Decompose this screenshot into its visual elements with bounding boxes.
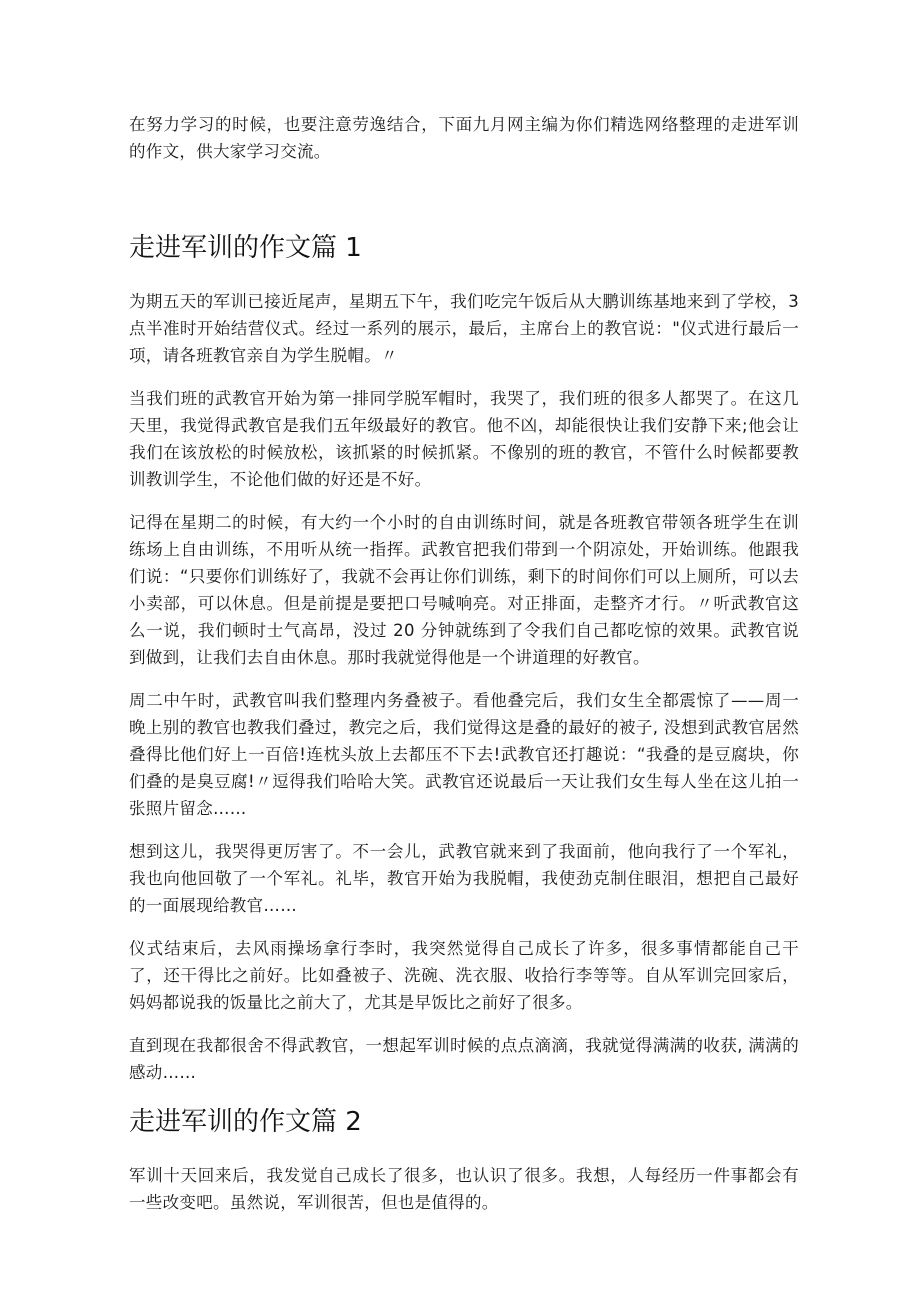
section-1-paragraph-4: 周二中午时，武教官叫我们整理内务叠被子。看他叠完后，我们女生全都震惊了——周一晚上别的教官也教我们叠过，教完之后，我们觉得这是叠的最好的被子, 没想到武教官居然叠得比他们好上一百倍!连枕头放上去都压不下去!武教官还打趣说：“我叠的是豆腐块，你们叠的是臭豆腐!〃逗得我们哈哈大笑。武教官还说最后一天让我们女生每人坐在这儿拍一张照片留念…… [129, 691, 799, 818]
document-page [129, 111, 799, 1232]
section-2-paragraph-1: 军训十天回来后，我发觉自己成长了很多，也认识了很多。我想，人每经历一件事都会有一些改变吧。虽然说，军训很苦，但也是值得的。 [129, 1166, 799, 1212]
intro-paragraph: 在努力学习的时候，也要注意劳逸结合，下面九月网主编为你们精选网络整理的走进军训的作文，供大家学习交流。 [129, 115, 799, 161]
section-2-title: 走进军训的作文篇 2 [129, 1107, 362, 1137]
section-1-paragraph-1: 为期五天的军训已接近尾声，星期五下午，我们吃完午饭后从大鹏训练基地来到了学校，3 点半准时开始结营仪式。经过一系列的展示，最后，主席台上的教官说："仪式进行最后一项，请各班教官亲自为学生脱帽。〃 [129, 292, 799, 365]
section-1-title: 走进军训的作文篇 1 [129, 233, 362, 263]
section-1-paragraph-7: 直到现在我都很舍不得武教官，一想起军训时候的点点滴滴，我就觉得满满的收获, 满满的感动…… [129, 1036, 799, 1082]
section-1-paragraph-6: 仪式结束后，去风雨操场拿行李时，我突然觉得自己成长了许多，很多事情都能自己干了，还干得比之前好。比如叠被子、洗碗、洗衣服、收拾行李等等。自从军训完回家后，妈妈都说我的饭量比之前大了，尤其是早饭比之前好了很多。 [129, 939, 799, 1012]
section-1-paragraph-2: 当我们班的武教官开始为第一排同学脱军帽时，我哭了，我们班的很多人都哭了。在这几天里，我觉得武教官是我们五年级最好的教官。他不凶，却能很快让我们安静下来;他会让我们在该放松的时候放松，该抓紧的时候抓紧。不像别的班的教官，不管什么时候都要教训教训学生，不论他们做的好还是不好。 [129, 389, 799, 489]
section-1-paragraph-3: 记得在星期二的时候，有大约一个小时的自由训练时间，就是各班教官带领各班学生在训练场上自由训练，不用听从统一指挥。武教官把我们带到一个阴凉处，开始训练。他跟我们说：“只要你们训练好了，我就不会再让你们训练，剩下的时间你们可以上厕所，可以去小卖部，可以休息。但是前提是要把口号喊响亮。对正排面，走整齐才行。〃听武教官这么一说，我们顿时士气高昂，没过 20 分钟就练到了令我们自己都吃惊的效果。武教官说到做到，让我们去自由休息。那时我就觉得他是一个讲道理的好教官。 [129, 513, 799, 667]
section-1-paragraph-5: 想到这儿，我哭得更厉害了。不一会儿，武教官就来到了我面前，他向我行了一个军礼，我也向他回敬了一个军礼。礼毕，教官开始为我脱帽，我使劲克制住眼泪，想把自己最好的一面展现给教官…… [129, 842, 799, 915]
